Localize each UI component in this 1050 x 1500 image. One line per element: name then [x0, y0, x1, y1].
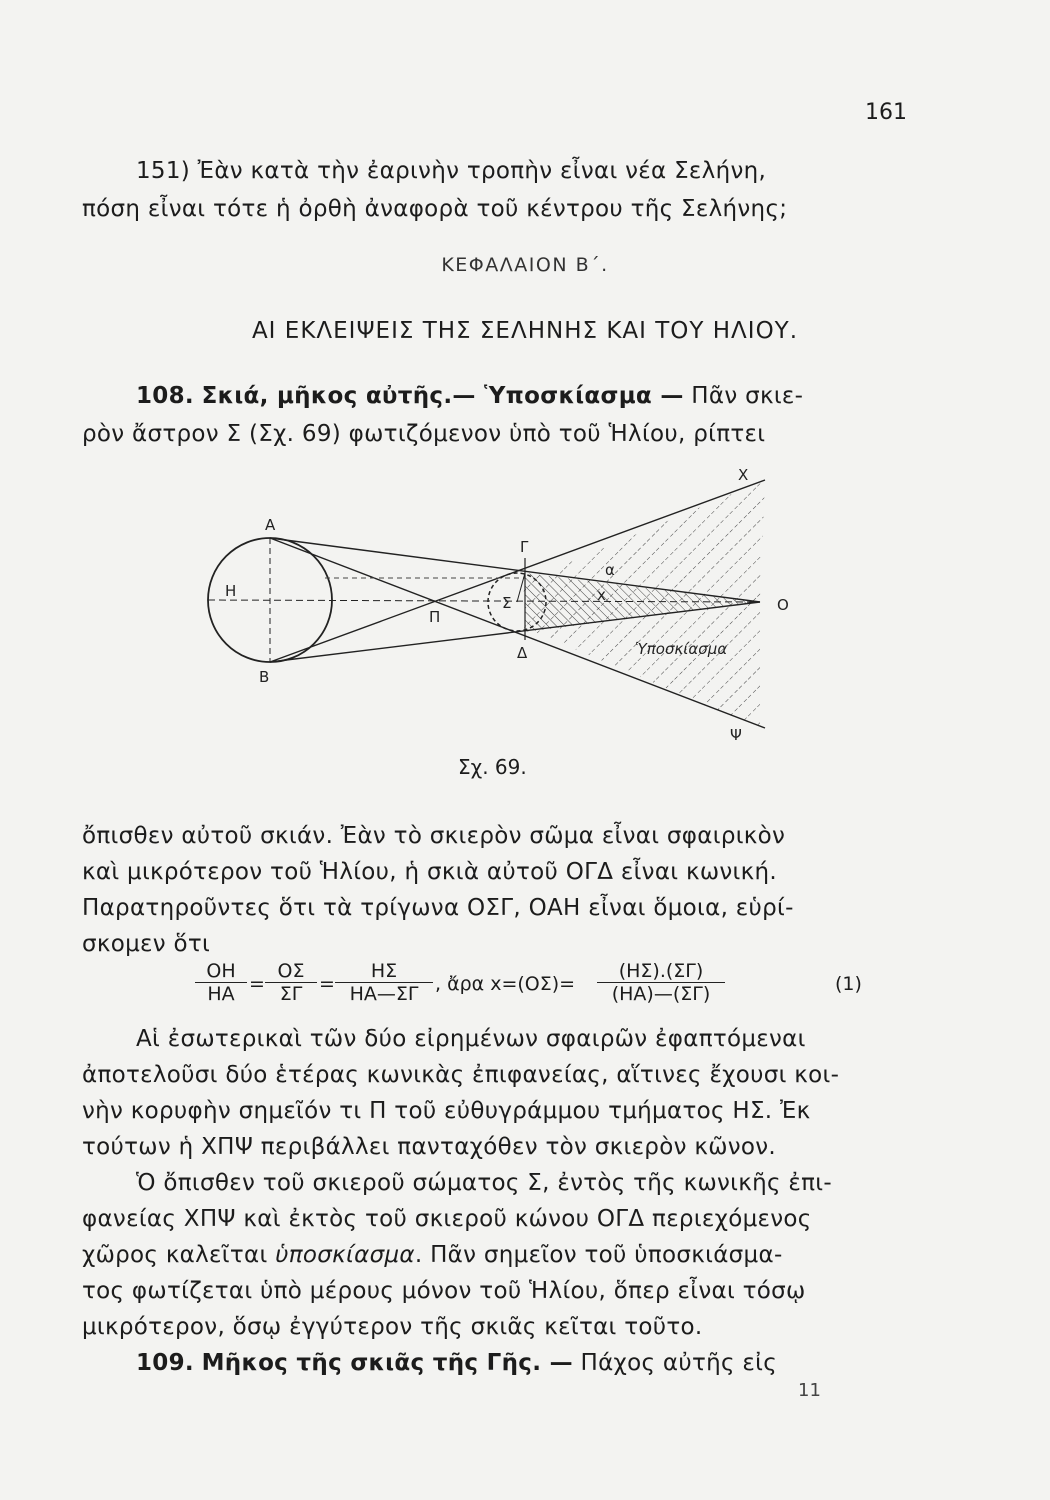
fraction-numerator: ΗΣ	[335, 960, 433, 983]
paragraph-3-line-5: μικρότερον, ὅσῳ ἐγγύτερον τῆς σκιᾶς κεῖται τοῦτο.	[82, 1314, 703, 1340]
fraction-numerator: ΟΣ	[265, 960, 317, 983]
fraction-denominator: ΣΓ	[279, 983, 303, 1005]
label-umbra-x: x	[597, 586, 606, 604]
section-109-title: Μῆκος τῆς σκιᾶς τῆς Γῆς. —	[201, 1350, 573, 1376]
paragraph-3-line-3-post: . Πᾶν σημεῖον τοῦ ὑποσκιάσμα-	[414, 1242, 783, 1268]
signature-number: 11	[798, 1380, 821, 1401]
fraction-os-sg	[265, 960, 317, 1005]
paragraph-3-line-1: Ὁ ὄπισθεν τοῦ σκιεροῦ σώματος Σ, ἐντὸς τῆς κωνικῆς ἐπι-	[136, 1170, 832, 1196]
fraction-result	[597, 960, 725, 1005]
equals-sign: =	[319, 973, 335, 995]
figure-69-shadow-diagram	[195, 460, 795, 750]
section-108-line-1-rest: Πᾶν σκιε-	[691, 383, 804, 409]
term-hyposkiasma: ὑποσκίασμα	[275, 1242, 415, 1268]
problem-151-line-1: 151) Ἐὰν κατὰ τὴν ἐαρινὴν τροπὴν εἶναι νέα Σελήνη,	[136, 158, 767, 184]
paragraph-2-line-1: Αἱ ἐσωτερικαὶ τῶν δύο εἰρημένων σφαιρῶν ἐφαπτόμεναι	[136, 1026, 806, 1052]
label-x: Χ	[738, 466, 749, 484]
paragraph-3-line-3-pre: χῶρος καλεῖται	[82, 1242, 276, 1268]
fraction-denominator: ΗΑ	[207, 983, 235, 1005]
fraction-numerator: ΟΗ	[195, 960, 247, 983]
equation-number: (1)	[835, 973, 862, 995]
section-108-title: Σκιά, μῆκος αὐτῆς.— Ὑποσκίασμα —	[201, 383, 684, 409]
figure-caption: Σχ. 69.	[458, 755, 527, 779]
label-alpha: α	[605, 561, 615, 579]
paragraph-2-line-4: τούτων ἡ ΧΠΨ περιβάλλει πανταχόθεν τὸν σκιερὸν κῶνον.	[82, 1134, 777, 1160]
fraction-denominator: (ΗΑ)—(ΣΓ)	[611, 983, 711, 1005]
paragraph-3-line-4: τος φωτίζεται ὑπὸ μέρους μόνον τοῦ Ἡλίου, ὅπερ εἶναι τόσῳ	[82, 1278, 806, 1304]
label-g: Γ	[520, 538, 529, 556]
label-psi: Ψ	[730, 726, 742, 744]
fraction-hs-diff	[335, 960, 433, 1005]
label-penumbra: Ὑποσκίασμα	[635, 640, 728, 658]
page-number: 161	[865, 100, 907, 125]
problem-151-line-2: πόση εἶναι τότε ἡ ὀρθὴ ἀναφορὰ τοῦ κέντρου τῆς Σελήνης;	[82, 196, 788, 222]
label-d: Δ	[517, 644, 528, 662]
section-109-heading	[136, 1350, 777, 1376]
paragraph-2-line-3: νὴν κορυφὴν σημεῖόν τι Π τοῦ εὐθυγράμμου τμήματος ΗΣ. Ἐκ	[82, 1098, 811, 1124]
label-o: Ο	[777, 596, 789, 614]
equation-1	[195, 960, 895, 1020]
paragraph-3-line-3	[82, 1242, 783, 1268]
paragraph-1-line-2: καὶ μικρότερον τοῦ Ἡλίου, ἡ σκιὰ αὐτοῦ ΟΓΔ εἶναι κωνική.	[82, 859, 777, 885]
paragraph-2-line-2: ἀποτελοῦσι δύο ἑτέρας κωνικὰς ἐπιφανείας, αἵτινες ἔχουσι κοι-	[82, 1062, 840, 1088]
fraction-denominator: ΗΑ—ΣΓ	[349, 983, 419, 1005]
section-109-number: 109.	[136, 1350, 194, 1376]
chapter-title: ΑΙ ΕΚΛΕΙΨΕΙΣ ΤΗΣ ΣΕΛΗΝΗΣ ΚΑΙ ΤΟΥ ΗΛΙΟΥ.	[251, 318, 799, 344]
fraction-numerator: (ΗΣ).(ΣΓ)	[597, 960, 725, 983]
label-p: Π	[429, 608, 441, 626]
chapter-label: ΚΕΦΑΛΑΙΟΝ Β΄.	[441, 254, 609, 276]
section-108-line-2: ρὸν ἄστρον Σ (Σχ. 69) φωτιζόμενον ὑπὸ τοῦ Ἡλίου, ρίπτει	[82, 421, 766, 447]
section-109-rest: Πάχος αὐτῆς εἰς	[580, 1350, 778, 1376]
label-a: Α	[265, 516, 276, 534]
fraction-oh-ha	[195, 960, 247, 1005]
label-h: Η	[225, 582, 237, 600]
section-108-heading	[136, 383, 803, 409]
paragraph-1-line-1: ὄπισθεν αὐτοῦ σκιάν. Ἐὰν τὸ σκιερὸν σῶμα εἶναι σφαιρικὸν	[82, 823, 786, 849]
equation-ara-text: , ἄρα x=(ΟΣ)=	[435, 973, 576, 995]
equals-sign: =	[249, 973, 265, 995]
section-108-number: 108.	[136, 383, 194, 409]
label-s: Σ	[502, 594, 512, 612]
paragraph-3-line-2: φανείας ΧΠΨ καὶ ἐκτὸς τοῦ σκιεροῦ κώνου ΟΓΔ περιεχόμενος	[82, 1206, 812, 1232]
label-b: Β	[259, 668, 270, 686]
paragraph-1-line-4: σκομεν ὅτι	[82, 931, 211, 957]
paragraph-1-line-3: Παρατηροῦντες ὅτι τὰ τρίγωνα ΟΣΓ, ΟΑΗ εἶναι ὅμοια, εὑρί-	[82, 895, 794, 921]
